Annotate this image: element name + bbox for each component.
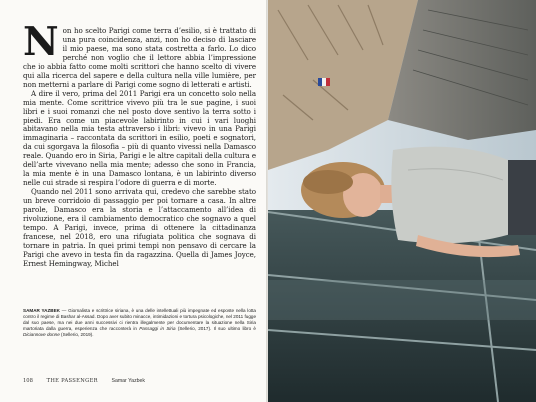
paragraph-1: [23, 19, 256, 90]
paragraph-2: A dire il vero, prima del 2011 Parigi era un concetto solo nella mia mente. Come scrittrice vivevo più tra le sue pagine, i suoi libri e i suoi romanzi che nel posto dove sentivo la terra sotto i piedi. Era come un piacevole labirinto in cui i vari luoghi abitavano nella mia testa attraverso i libri: vivevo in una Parigi immaginaria – raccontata da scrittori in esilio, poeti e sognatori, da cui sgorgava la filosofia – più di quanto vivessi nella Damasco reale. Quando ero in Siria, Parigi e le altre capitali della cultura e dell’arte vivevano nella mia mente; adesso che sono in Francia, la mia mente è in una Damasco lontana, è un labirinto diverso nelle cui strade si respira l’odore di guerra e di morte.: [23, 88, 257, 188]
bio-text-mid: (Sellerio, 2017). Il suo ultimo libro è: [175, 325, 256, 331]
bio-book-1: Passaggi in Siria: [139, 325, 176, 331]
magazine-name: THE PASSENGER: [46, 378, 98, 384]
paragraph-3: Quando nel 2011 sono arrivata qui, credevo che sarebbe stato un breve corridoio di passaggio per poi tornare a casa. In altre parole, Damasco era la storia e l’attaccamento all’idea di rivoluzione, era il cambiamento democratico che sognavo a quel tempo. A Parigi, invece, prima di ottenere la cittadinanza francese, nel 2018, ero una rifugiata politica che sognava di tornare in patria. In quei primi tempi non pensavo di cercare la Parigi che avevo in testa fin da ragazzina. Quella di James Joyce, Ernest Hemingway, Michel: [23, 187, 256, 268]
page-number: 108: [23, 378, 33, 384]
article-body: [23, 19, 257, 269]
photo-illustration: [268, 0, 536, 402]
author-bio: [23, 308, 256, 338]
page-footer: [23, 378, 157, 384]
bio-book-2: Diciannove donne: [23, 331, 60, 337]
bio-text-end: (Sellerio, 2019).: [59, 331, 94, 337]
footer-author: Samar Yazbek: [111, 378, 146, 384]
drop-cap: N: [23, 19, 59, 65]
pants: [508, 160, 536, 235]
bio-text: — Giornalista e scrittrice siriana, è una delle intellettuali più impegnate ed esposte nella lotta contro il regime di Bashar al-Assad. Dopo aver subito minacce, intimidazioni e tortura psicologiche, nel 2011 fugge dal suo paese, ma nei due anni successivi ci rientra illegalmente per documentare la situazione nella Siria martoriata dalla guerra, esperienza che racconterà in: [23, 308, 256, 331]
author-photo: [268, 0, 536, 402]
shirt: [391, 147, 523, 244]
paragraph-1-text: on ho scelto Parigi come terra d’esilio, si è trattato di una pura coincidenza, anzi, non ho deciso di lasciare il mio paese, ma sono stata costretta a farlo. Lo dico perché non voglio che il lettore abbia l’impressione che io abbia fatto come molti scrittori che hanno scelto di vivere qui alla ricerca del sapere e della cultura nella ville lumière, per non metterni a parlare di Parigi come sogno di letterati e artisti.: [23, 26, 256, 89]
bio-name: SAMAR YAZBEK: [23, 308, 60, 313]
